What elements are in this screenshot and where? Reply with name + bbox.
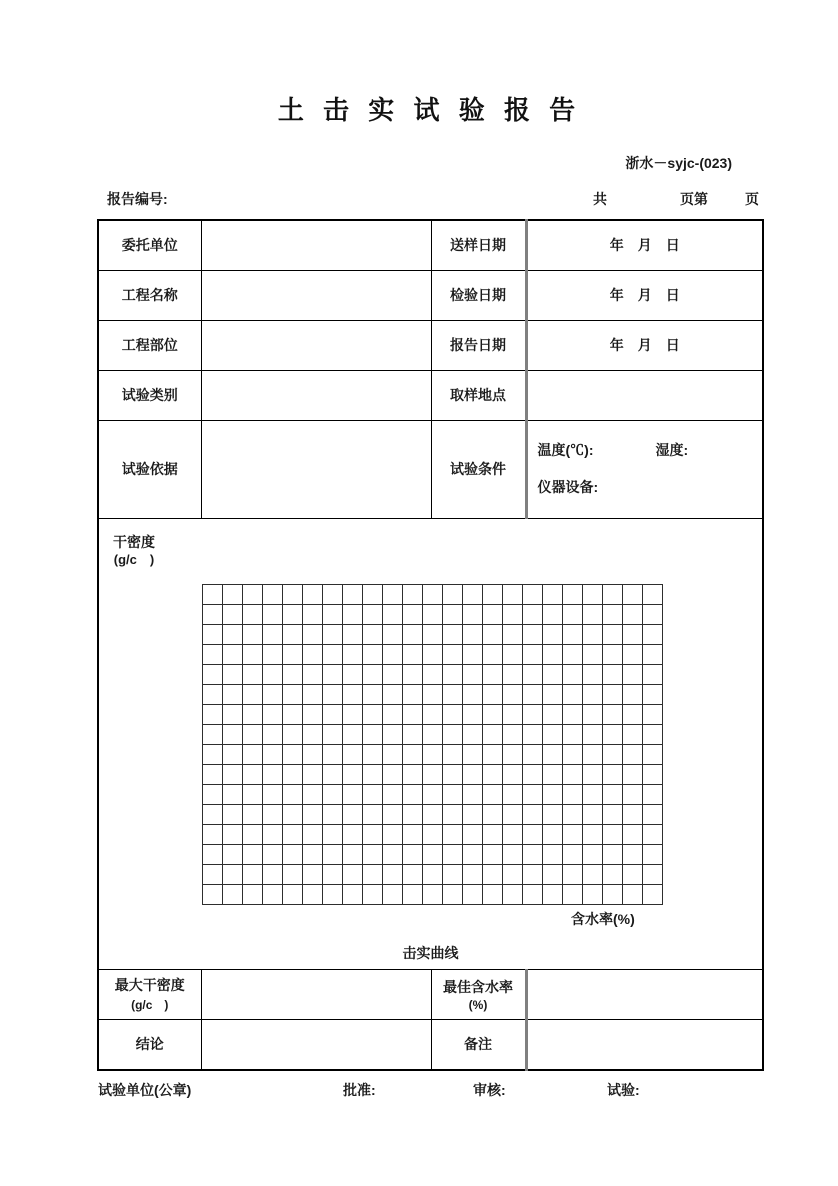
report-date-field[interactable]: 年 月 日 <box>526 320 763 370</box>
pages-mid-label: 页第 <box>680 191 708 207</box>
sample-date-label: 送样日期 <box>431 220 526 270</box>
compaction-grid <box>202 584 663 905</box>
test-unit-seal-label: 试验单位(公章) <box>98 1082 192 1098</box>
humidity-label: 湿度: <box>655 441 689 458</box>
inspection-date-field[interactable]: 年 月 日 <box>526 270 763 320</box>
optimal-moisture-field[interactable] <box>526 969 763 1019</box>
client-unit-field[interactable] <box>201 220 431 270</box>
test-conditions-field[interactable] <box>526 420 763 518</box>
sampling-location-field[interactable] <box>526 370 763 420</box>
chart-y-axis-label: 干密度 (g/c ) <box>113 533 155 567</box>
equipment-label: 仪器设备: <box>537 478 599 495</box>
max-dry-density-label: 最大干密度 (g/c ) <box>98 969 201 1019</box>
table-row <box>98 969 763 1019</box>
sampling-location-label: 取样地点 <box>431 370 526 420</box>
table-row <box>98 518 763 969</box>
sample-date-field[interactable]: 年 月 日 <box>526 220 763 270</box>
pages-total-label: 共 <box>593 191 607 207</box>
chart-caption: 击实曲线 <box>402 944 459 961</box>
remarks-label: 备注 <box>431 1019 526 1070</box>
page-title: 土 击 实 试 验 报 告 <box>277 95 582 125</box>
document-code: 浙水－syjc-(023) <box>625 155 732 171</box>
test-conditions-label: 试验条件 <box>431 420 526 518</box>
remarks-field[interactable] <box>526 1019 763 1070</box>
temperature-label: 温度(℃): <box>537 441 594 458</box>
report-sheet <box>97 0 762 1100</box>
report-form-table <box>97 219 764 1071</box>
table-row <box>98 220 763 270</box>
test-basis-label: 试验依据 <box>98 420 201 518</box>
table-row <box>98 270 763 320</box>
compaction-chart-cell <box>98 518 763 969</box>
table-row <box>98 420 763 518</box>
optimal-moisture-label: 最佳含水率 (%) <box>431 969 526 1019</box>
pages-end-label: 页 <box>745 191 759 207</box>
table-row <box>98 370 763 420</box>
report-number-label: 报告编号: <box>107 191 168 207</box>
report-date-label: 报告日期 <box>431 320 526 370</box>
client-unit-label: 委托单位 <box>98 220 201 270</box>
report-number-line <box>97 189 762 207</box>
test-category-label: 试验类别 <box>98 370 201 420</box>
conclusion-label: 结论 <box>98 1019 201 1070</box>
table-row <box>98 320 763 370</box>
project-part-field[interactable] <box>201 320 431 370</box>
test-category-field[interactable] <box>201 370 431 420</box>
inspection-date-label: 检验日期 <box>431 270 526 320</box>
conclusion-field[interactable] <box>201 1019 431 1070</box>
max-dry-density-field[interactable] <box>201 969 431 1019</box>
signature-line <box>97 1080 762 1100</box>
table-row <box>98 1019 763 1070</box>
reviewer-label: 审核: <box>473 1082 506 1098</box>
project-part-label: 工程部位 <box>98 320 201 370</box>
chart-x-axis-label: 含水率(%) <box>571 910 635 927</box>
approver-label: 批准: <box>343 1082 376 1098</box>
tester-label: 试验: <box>607 1082 640 1098</box>
project-name-field[interactable] <box>201 270 431 320</box>
test-basis-field[interactable] <box>201 420 431 518</box>
project-name-label: 工程名称 <box>98 270 201 320</box>
